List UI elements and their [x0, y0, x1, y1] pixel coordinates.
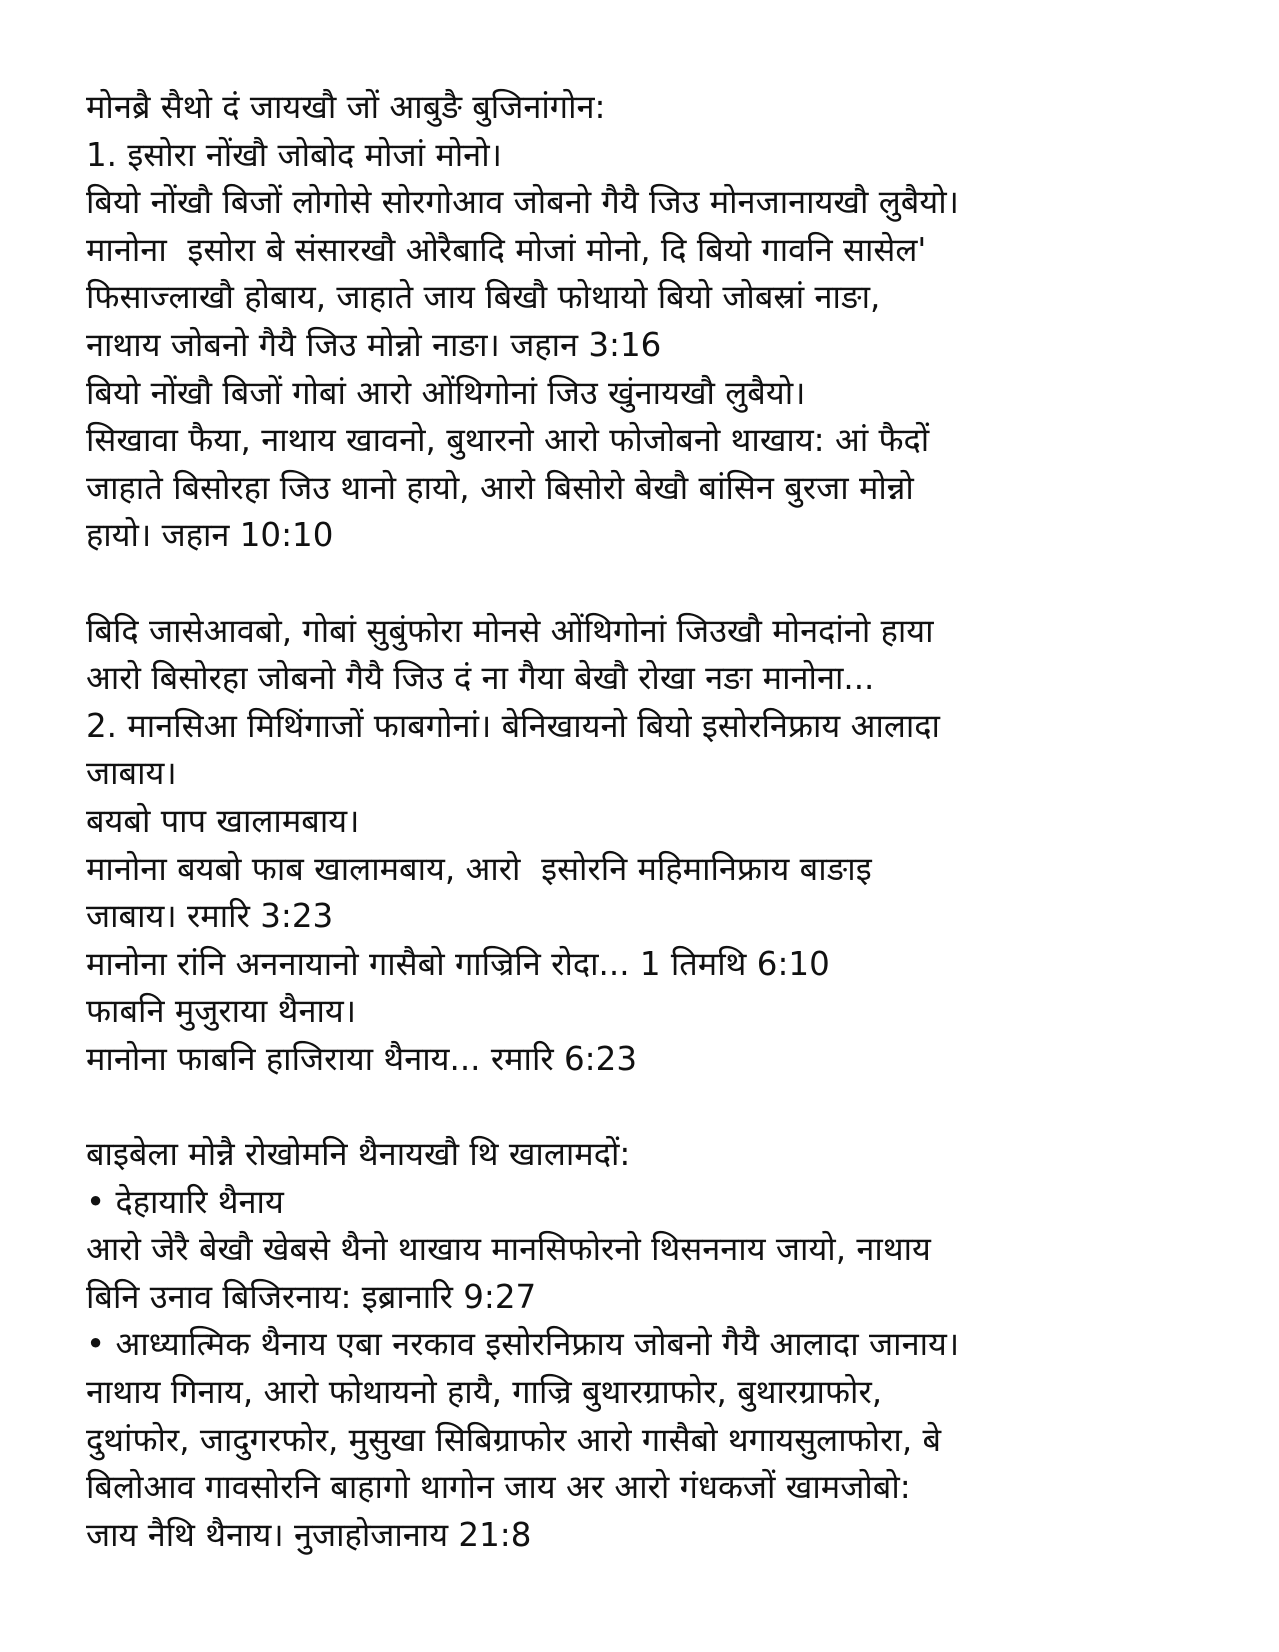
text-line: 1. इसोरा नोंखौ जोबोद मोजां मोनो। [86, 135, 502, 174]
text-line: बिनि उनाव बिजिरनाय: इब्रानारि 9:27 [86, 1277, 537, 1316]
text-line: फिसाज्लाखौ होबाय, जाहाते जाय बिखौ फोथायो बियो जोबस्रां नाङा, [86, 278, 881, 317]
paragraph-gap [86, 560, 1246, 608]
text-line: 2. मानसिआ मिथिंगाजों फाबगोनां। बेनिखायनो बियो इसोरनिफ्राय आलादा [86, 706, 940, 745]
text-line: मानोना रांनि अननायानो गासैबो गाज्रिनि रोदा... 1 तिमथि 6:10 [86, 944, 830, 983]
paragraph-gap [86, 1083, 1246, 1131]
text-line: मानोना ‌ इसोरा बे संसारखौ ओरैबादि मोजां मोनो, दि बियो गावनि सासेल' [86, 230, 927, 269]
text-line: हायो। जहान 10:10 [86, 516, 334, 555]
text-line: बाइबेला मोन्नै रोखोमनि थैनायखौ थि खालामदों: [86, 1135, 631, 1174]
text-line: जाबाय। [86, 754, 177, 793]
text-line: दुथांफोर, जादुगरफोर, मुसुखा सिबिग्राफोर आरो गासैबो थगायसुलाफोरा, बे [86, 1420, 942, 1459]
text-line: जाबाय। रमारि 3:23 [86, 897, 334, 936]
text-line: सिखावा फैया, नाथाय खावनो, बुथारनो आरो फोजोबनो थाखाय: आं फैदों [86, 421, 930, 460]
text-line: मानोना फाबनि हाजिराया थैनाय... रमारि 6:23 [86, 1039, 637, 1078]
document-text [86, 84, 1246, 1559]
text-line: आरो बिसोरहा जोबनो गैयै जिउ दं ना गैया बेखौ रोखा नङा मानोना... [86, 659, 875, 698]
section-intro [86, 84, 1246, 560]
text-line: जाहाते बिसोरहा जिउ थानो हायो, आरो बिसोरो बेखौ बांसिन बुरजा मोन्नो [86, 468, 914, 507]
text-line: जाय नैथि थैनाय। नुजाहोजानाय 21:8 [86, 1515, 532, 1554]
bullet-line: • देहायारि थैनाय [86, 1182, 284, 1221]
text-line: आरो जेरै बेखौ खेबसे थैनो थाखाय मानसिफोरनो थिसननाय जायो, नाथाय [86, 1230, 931, 1269]
text-line: बियो नोंखौ बिजों लोगोसे सोरगोआव जोबनो गैयै जिउ मोनजानायखौ लुबैयो। [86, 183, 959, 222]
text-line: बिदि जासेआवबो, गोबां सुबुंफोरा मोनसे ओंथिगोनां जिउखौ मोनदांनो हाया [86, 611, 934, 650]
section-sin [86, 608, 1246, 1084]
section-death [86, 1131, 1246, 1559]
text-line: नाथाय जोबनो गैयै जिउ मोन्नो नाङा। जहान 3:16 [86, 325, 662, 364]
text-line: बियो नोंखौ बिजों गोबां आरो ओंथिगोनां जिउ खुंनायखौ लुबैयो। [86, 373, 806, 412]
text-line: नाथाय गिनाय, आरो फोथायनो हायै, गाज्रि बुथारग्राफोर, बुथारग्राफोर, [86, 1373, 883, 1412]
text-line: मानोना बयबो फाब खालामबाय, आरो ‌ इसोरनि महिमानिफ्राय बाङाइ [86, 849, 872, 888]
text-line: फाबनि मुजुराया थैनाय। [86, 992, 357, 1031]
text-line: मोनब्रै सैथो दं जायखौ जों आबुङै बुजिनांगोन: [86, 88, 606, 126]
bullet-line: • आध्यात्मिक थैनाय एबा नरकाव इसोरनिफ्राय जोबनो गैयै आलादा जानाय। [86, 1325, 960, 1364]
text-line: बिलोआव गावसोरनि बाहागो थागोन जाय अर आरो गंधकजों खामजोबो: [86, 1468, 911, 1507]
text-line: बयबो पाप खालामबाय। [86, 801, 360, 840]
